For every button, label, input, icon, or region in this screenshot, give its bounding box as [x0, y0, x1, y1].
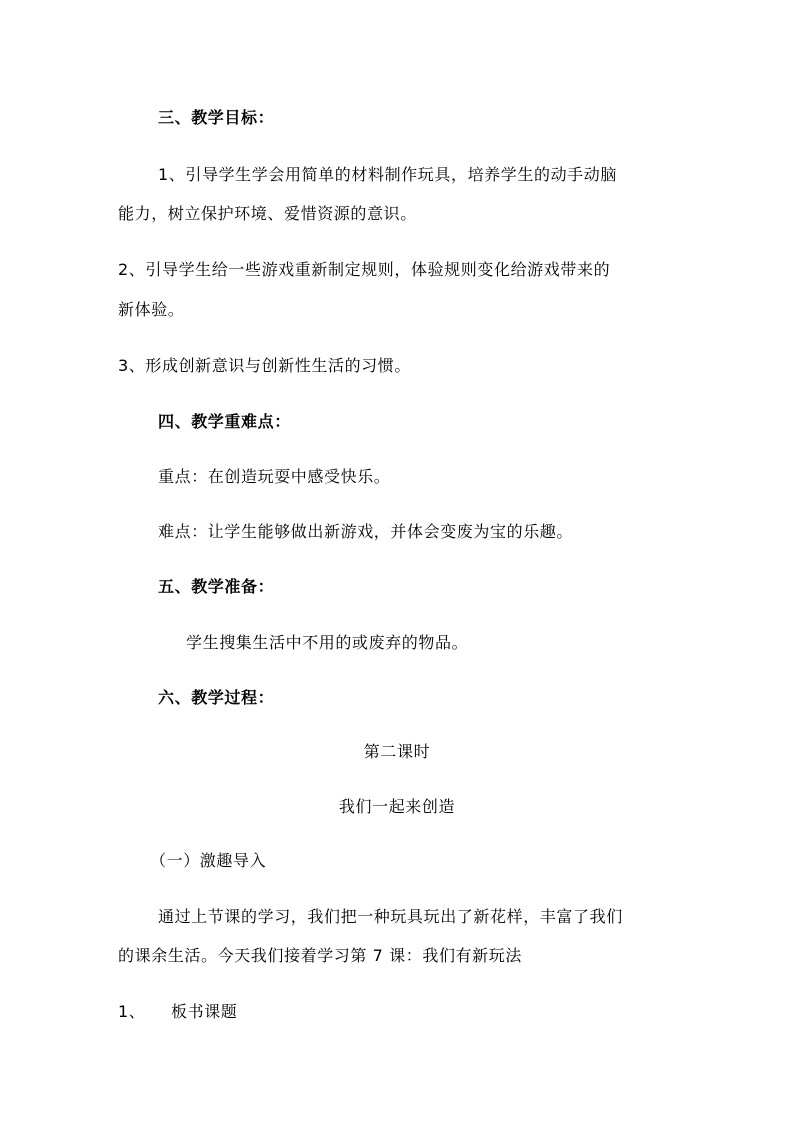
- goal-2-line-2: 新体验。: [118, 300, 185, 319]
- section-5-heading: 五、教学准备：: [158, 577, 275, 596]
- goal-3: 3、形成创新意识与创新性生活的习惯。: [118, 356, 411, 375]
- goal-1-line-2: 能力，树立保护环境、爱惜资源的意识。: [118, 204, 417, 223]
- intro-line-2: 的课余生活。今天我们接着学习第 7 课：我们有新玩法: [118, 946, 522, 965]
- section-6-heading: 六、教学过程：: [158, 688, 275, 707]
- step-1: [118, 1001, 237, 1023]
- section-3-heading: 三、教学目标：: [158, 108, 275, 127]
- intro-line-1: 通过上节课的学习，我们把一种玩具玩出了新花样，丰富了我们: [158, 907, 623, 926]
- lesson-title: 第二课时: [363, 742, 431, 761]
- part-1-heading: （一）激趣导入: [150, 851, 267, 870]
- key-point: 重点：在创造玩耍中感受快乐。: [158, 467, 391, 486]
- step-1-number: 1、: [118, 1002, 146, 1021]
- goal-1-line-1: 1、引导学生学会用简单的材料制作玩具，培养学生的动手动脑: [158, 165, 617, 184]
- preparation: 学生搜集生活中不用的或废弃的物品。: [186, 633, 469, 652]
- lesson-subtitle: 我们一起来创造: [338, 797, 456, 816]
- step-1-text: 板书课题: [171, 1002, 238, 1021]
- difficulty: 难点：让学生能够做出新游戏，并体会变废为宝的乐趣。: [158, 522, 574, 541]
- goal-2-line-1: 2、引导学生给一些游戏重新制定规则，体验规则变化给游戏带来的: [118, 260, 611, 279]
- section-4-heading: 四、教学重难点：: [158, 412, 291, 431]
